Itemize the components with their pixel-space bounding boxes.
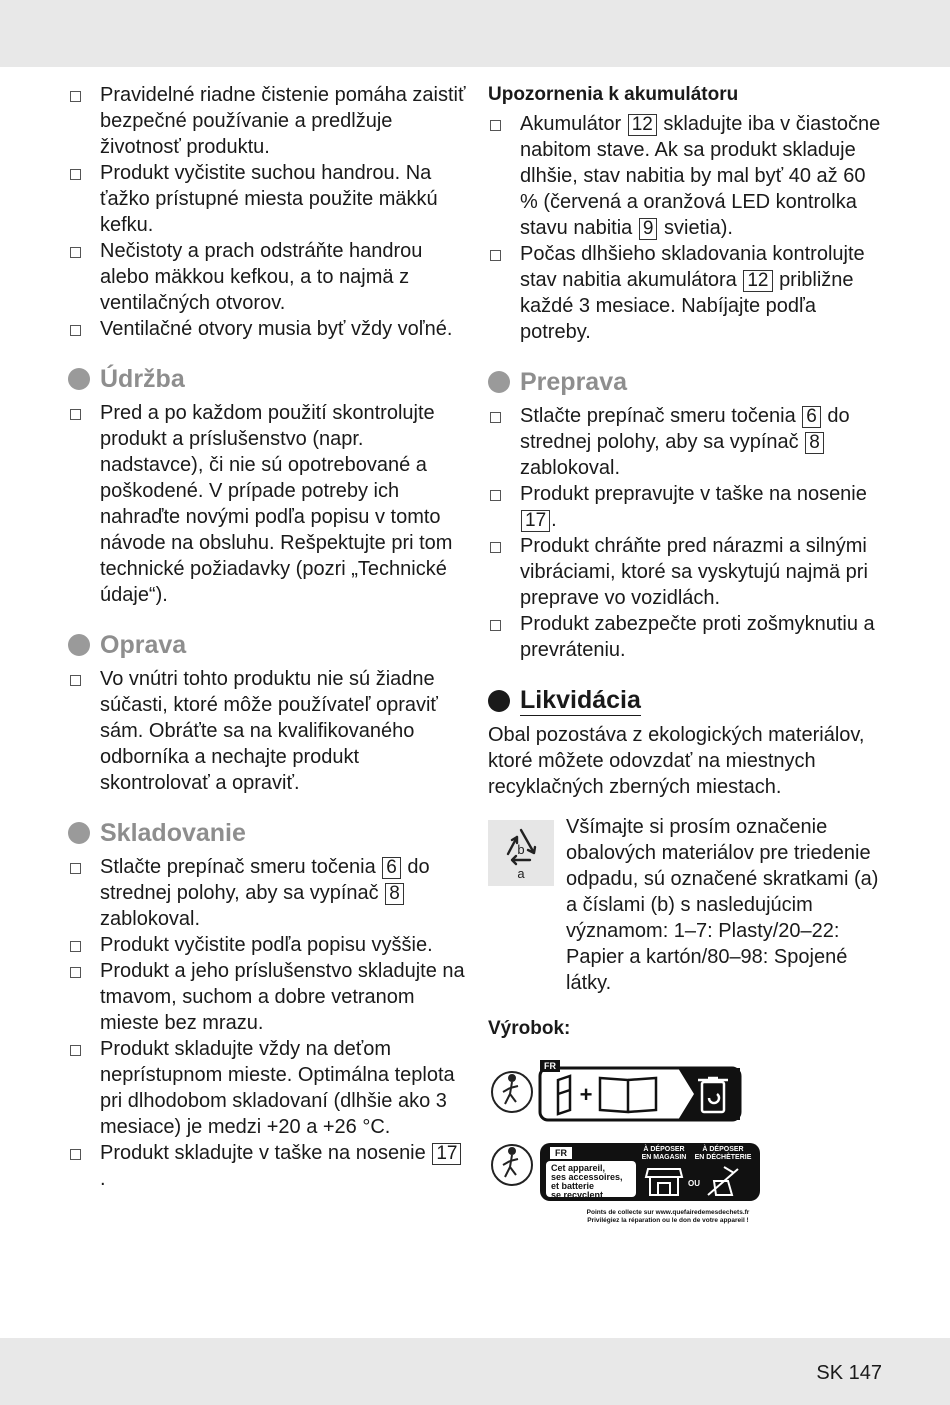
- list-item: [68, 160, 468, 238]
- circle-bullet-icon: [488, 690, 510, 712]
- list-item: [488, 611, 888, 663]
- left-column: [68, 82, 468, 1192]
- product-label: Výrobok:: [488, 1018, 571, 1039]
- part-reference-badge: 17: [432, 1143, 461, 1165]
- item-text: zablokoval.: [100, 908, 201, 930]
- section-title: Oprava: [100, 631, 187, 659]
- recycle-line: se recyclent: [551, 1190, 604, 1200]
- list-item: [68, 666, 468, 796]
- item-text: Produkt prepravujte v taške na nosenie: [520, 483, 867, 505]
- circle-bullet-icon: [68, 822, 90, 844]
- item-text: Stlačte prepínač smeru točenia: [520, 405, 796, 427]
- part-reference-badge: 17: [521, 510, 550, 532]
- item-text: skladujte iba v čiastočne nabitom stave. Ak sa produkt skladuje dlhšie, stav nabitia by mal byť 40 až 60 % (červená a oranžová LED kontrolka stavu nabitia: [520, 113, 881, 239]
- circle-bullet-icon: [68, 368, 90, 390]
- checkbox-bullet-icon: [70, 863, 81, 874]
- part-reference-badge: 9: [639, 218, 658, 240]
- recycle-line: et batterie: [551, 1181, 595, 1191]
- triman-logo-packaging: [488, 1054, 888, 1129]
- checkbox-bullet-icon: [70, 941, 81, 952]
- list-item: [488, 111, 888, 241]
- checkbox-bullet-icon: [490, 250, 501, 261]
- recycle-line: Cet appareil,: [551, 1163, 606, 1173]
- checkbox-bullet-icon: [70, 91, 81, 102]
- checkbox-bullet-icon: [70, 247, 81, 258]
- recycle-line: ses accessoires,: [551, 1172, 623, 1182]
- item-text: Produkt skladujte vždy na deťom neprístupnom mieste. Optimálna teplota pri dlhodobom skladovaní (dlhšie ako 3 mesiace) je medzi +20 a +26 °C.: [100, 1038, 455, 1138]
- item-text: Stlačte prepínač smeru točenia: [100, 856, 376, 878]
- item-text: Produkt zabezpečte proti zošmyknutiu a prevráteniu.: [520, 613, 875, 661]
- list-item: [68, 316, 468, 342]
- checkbox-bullet-icon: [70, 967, 81, 978]
- part-reference-badge: 6: [382, 857, 401, 879]
- list-item: [68, 932, 468, 958]
- disposal-intro: Obal pozostáva z ekologických materiálov, ktoré môžete odovzdať na miestnych recyklačných zberných miestach.: [488, 724, 865, 798]
- item-text: Produkt skladujte v taške na nosenie: [100, 1142, 426, 1164]
- recycling-text: Všímajte si prosím označenie obalových materiálov pre triedenie odpadu, sú označené skratkami (a) a číslami (b) s nasledujúcim významom: 1–7: Plasty/20–22: Papier a kartón/80–98: Spojené látky.: [566, 816, 879, 994]
- list-item: [488, 533, 888, 611]
- item-text: Počas dlhšieho skladovania kontrolujte stav nabitia akumulátora: [520, 243, 865, 291]
- recycle-code-b: b: [517, 842, 525, 857]
- checkbox-bullet-icon: [70, 325, 81, 336]
- header-band: [0, 0, 950, 67]
- section-title: Likvidácia: [520, 686, 641, 714]
- item-text: .: [551, 509, 557, 531]
- triman-fr-label: FR: [555, 1148, 567, 1158]
- checkbox-bullet-icon: [490, 120, 501, 131]
- item-text: zablokoval.: [520, 457, 621, 479]
- section-heading-oprava: [68, 630, 468, 660]
- part-reference-badge: 12: [628, 114, 657, 136]
- list-item: [68, 1140, 468, 1192]
- circle-bullet-icon: [68, 634, 90, 656]
- checkbox-bullet-icon: [70, 1045, 81, 1056]
- checkbox-bullet-icon: [70, 675, 81, 686]
- part-reference-badge: 8: [385, 883, 404, 905]
- circle-bullet-icon: [488, 371, 510, 393]
- list-item: [488, 241, 888, 345]
- or-label: OU: [688, 1179, 700, 1188]
- checkbox-bullet-icon: [70, 409, 81, 420]
- list-item: [488, 481, 888, 533]
- recycling-triangle-icon: [488, 820, 554, 886]
- deposit-label: À DÉPOSER: [643, 1146, 685, 1153]
- section-title: Preprava: [520, 368, 628, 396]
- right-column: [488, 82, 888, 1230]
- list-item: [68, 1036, 468, 1140]
- checkbox-bullet-icon: [490, 412, 501, 423]
- deposit-label: EN DÉCHÈTERIE: [694, 1154, 752, 1161]
- checkbox-bullet-icon: [70, 1149, 81, 1160]
- item-text: Produkt vyčistite podľa popisu vyššie.: [100, 934, 433, 956]
- item-text: do strednej polohy, aby sa vypínač: [520, 405, 850, 453]
- item-text: Akumulátor: [520, 113, 622, 135]
- recycle-code-a: a: [517, 866, 525, 881]
- item-text: Pravidelné riadne čistenie pomáha zaistiť bezpečné používanie a predlžuje životnosť produktu.: [100, 84, 466, 158]
- checkbox-bullet-icon: [490, 542, 501, 553]
- list-item: [68, 958, 468, 1036]
- list-item: [68, 400, 468, 608]
- deposit-label: À DÉPOSER: [702, 1146, 744, 1153]
- section-heading-likvidacia: [488, 685, 888, 716]
- item-text: Produkt a jeho príslušenstvo skladujte na tmavom, suchom a dobre vetranom mieste bez mrazu.: [100, 960, 465, 1034]
- checkbox-bullet-icon: [490, 490, 501, 501]
- list-item: [68, 82, 468, 160]
- subheading-battery: Upozornenia k akumulátoru: [488, 84, 739, 105]
- list-item: [68, 238, 468, 316]
- item-text: Produkt chráňte pred nárazmi a silnými vibráciami, ktoré sa vyskytujú najmä pri preprave vo vozidlách.: [520, 535, 868, 609]
- part-reference-badge: 6: [802, 406, 821, 428]
- section-heading-skladovanie: [68, 818, 468, 848]
- triman-person-icon: [492, 1145, 532, 1185]
- triman-fr-label: FR: [544, 1061, 556, 1071]
- part-reference-badge: 12: [743, 270, 772, 292]
- checkbox-bullet-icon: [490, 620, 501, 631]
- item-text: Ventilačné otvory musia byť vždy voľné.: [100, 318, 453, 340]
- repair-note: Privilégiez la réparation ou le don de votre appareil !: [587, 1217, 749, 1224]
- item-text: .: [100, 1168, 106, 1190]
- list-item: [488, 403, 888, 481]
- plus-sign: +: [579, 1082, 593, 1107]
- item-text: Vo vnútri tohto produktu nie sú žiadne súčasti, ktoré môže používateľ opraviť sám. Obráťte sa na kvalifikovaného odborníka a nechajte produkt skontrolovať a opraviť.: [100, 668, 438, 794]
- item-text: Produkt vyčistite suchou handrou. Na ťažko prístupné miesta použite mäkkú kefku.: [100, 162, 438, 236]
- checkbox-bullet-icon: [70, 169, 81, 180]
- section-title: Skladovanie: [100, 819, 246, 847]
- deposit-label: EN MAGASIN: [641, 1154, 687, 1161]
- collection-note: Points de collecte sur www.quefairedemesdechets.fr: [586, 1209, 750, 1216]
- footer-band: [0, 1338, 950, 1405]
- triman-logo-appliance: [488, 1137, 888, 1230]
- item-text: približne každé 3 mesiace. Nabíjajte podľa potreby.: [520, 269, 854, 343]
- item-text: svietia).: [664, 217, 733, 239]
- triman-person-icon: [492, 1072, 532, 1112]
- section-heading-preprava: [488, 367, 888, 397]
- item-text: Pred a po každom použití skontrolujte produkt a príslušenstvo (napr. nadstavce), či nie sú opotrebované a poškodené. V prípade potreby ich nahraďte novými podľa popisu v tomto návode na obsluhu. Rešpektujte pri tom technické požiadavky (pozri „Technické údaje“).: [100, 402, 453, 606]
- section-heading-udrzba: [68, 364, 468, 394]
- item-text: Nečistoty a prach odstráňte handrou alebo mäkkou kefkou, a to najmä z ventilačných otvorov.: [100, 240, 423, 314]
- page-number: SK 147: [816, 1362, 882, 1384]
- list-item: [68, 854, 468, 932]
- part-reference-badge: 8: [805, 432, 824, 454]
- section-title: Údržba: [100, 365, 185, 393]
- item-text: do strednej polohy, aby sa vypínač: [100, 856, 430, 904]
- recycling-note: [488, 814, 888, 996]
